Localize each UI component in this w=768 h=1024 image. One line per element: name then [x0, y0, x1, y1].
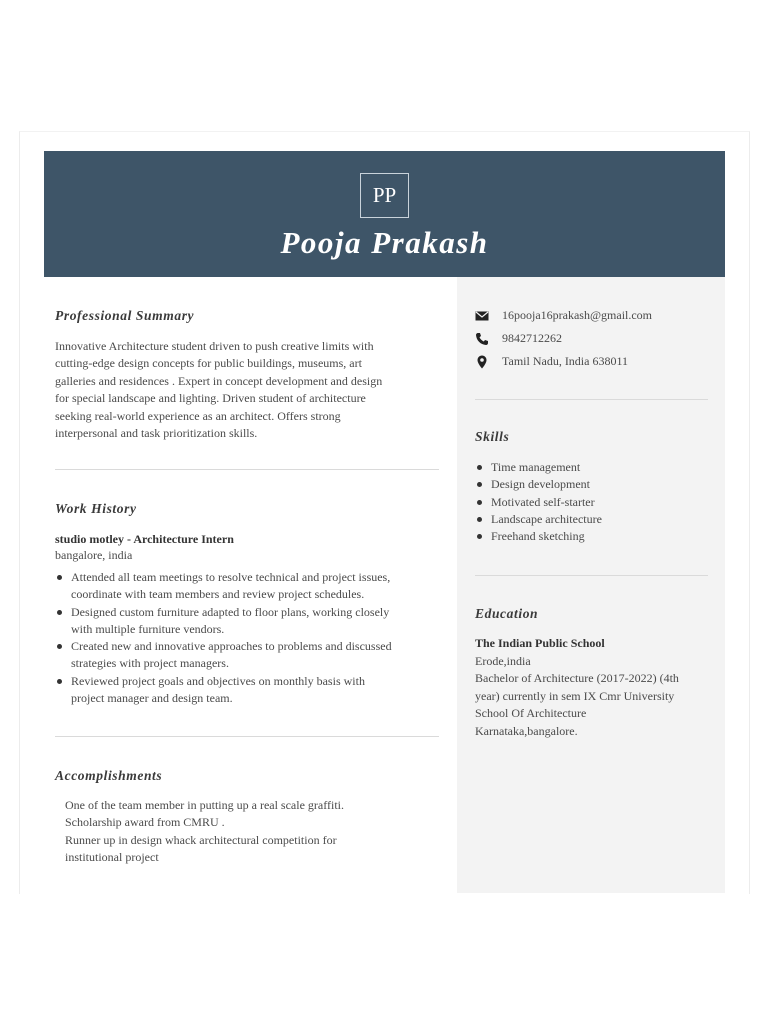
summary-line: galleries and residences . Expert in concept development and design [55, 373, 383, 388]
resume-header [44, 151, 725, 277]
duty-line: Reviewed project goals and objectives on monthly basis with [71, 673, 365, 688]
duty-line: project manager and design team. [71, 691, 233, 706]
accomplishments-heading: Accomplishments [55, 768, 163, 783]
duty-line: strategies with project managers. [71, 656, 229, 671]
list-item [55, 569, 450, 604]
accomplishment-line: Runner up in design whack architectural competition for [65, 832, 337, 847]
summary-line: Innovative Architecture student driven to push creative limits with [55, 339, 374, 353]
duty-line: Created new and innovative approaches to problems and discussed [71, 639, 392, 654]
phone-icon [475, 332, 489, 346]
email-text: 16pooja16prakash@gmail.com [502, 308, 653, 322]
accomplishment-line: Scholarship award from CMRU . [65, 815, 225, 830]
candidate-name: Pooja Prakash [280, 225, 489, 260]
work-history-heading: Work History [55, 501, 137, 516]
education-line: Bachelor of Architecture (2017-2022) (4th [475, 671, 679, 686]
list-item: Freehand sketching [475, 528, 708, 545]
education-line: year) currently in sem IX Cmr University [475, 688, 675, 703]
section-divider [55, 736, 439, 737]
summary-line: cutting-edge design concepts for public buildings, museums, art [55, 356, 362, 371]
address-text: Tamil Nadu, India 638011 [502, 354, 629, 368]
summary-line: for special landscape and lighting. Driven student of architecture [55, 391, 366, 406]
monogram-badge: PP [360, 173, 409, 218]
duty-line: Attended all team meetings to resolve technical and project issues, [71, 570, 391, 584]
education-details [475, 653, 715, 740]
education-line: Erode,india [475, 654, 531, 668]
summary-text [55, 338, 445, 442]
summary-line: interpersonal and task prioritization skills. [55, 426, 258, 441]
duty-line: Designed custom furniture adapted to floor plans, working closely [71, 604, 390, 619]
school-name: The Indian Public School [475, 636, 605, 650]
duty-line: with multiple furniture vendors. [71, 621, 225, 636]
skills-heading: Skills [475, 429, 510, 444]
summary-heading: Professional Summary [55, 308, 195, 323]
section-divider [475, 575, 708, 576]
accomplishments-text [65, 797, 445, 867]
summary-line: seeking real-world experience as an architect. Offers strong [55, 408, 341, 423]
education-heading: Education [475, 606, 539, 621]
phone-text: 9842712262 [502, 331, 562, 345]
list-item: Design development [475, 476, 708, 493]
section-divider [55, 469, 439, 470]
list-item: Landscape architecture [475, 511, 708, 528]
list-item: Time management [475, 459, 708, 476]
job-duties-list [55, 569, 450, 707]
education-line: Karnataka,bangalore. [475, 723, 578, 738]
location-pin-icon [475, 355, 489, 369]
section-divider [475, 399, 708, 400]
accomplishment-line: institutional project [65, 850, 159, 865]
job-title: studio motley - Architecture Intern [55, 532, 234, 546]
education-line: School Of Architecture [475, 706, 587, 721]
list-item: Motivated self-starter [475, 494, 708, 511]
list-item [55, 604, 450, 639]
accomplishment-line: One of the team member in putting up a real scale graffiti. [65, 798, 345, 812]
duty-line: coordinate with team members and review project schedules. [71, 587, 365, 602]
skills-list [475, 459, 708, 545]
list-item [55, 638, 450, 673]
list-item [55, 673, 450, 708]
envelope-icon [475, 309, 489, 323]
job-location: bangalore, india [55, 548, 133, 562]
